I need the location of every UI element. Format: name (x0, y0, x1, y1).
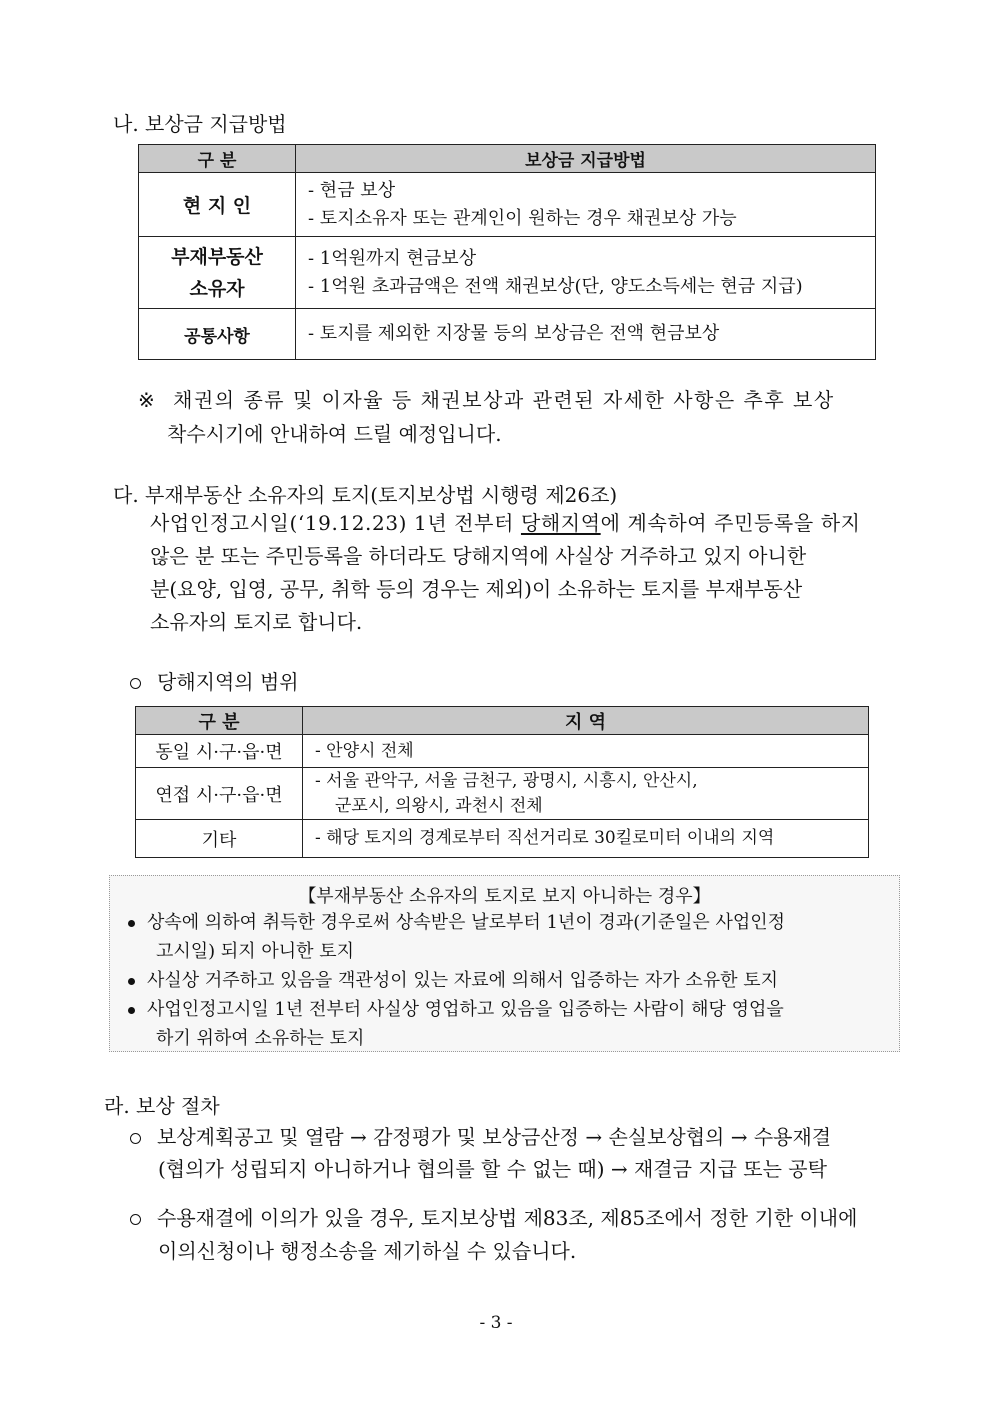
scope-row-other-region: - 해당 토지의 경계로부터 직선거리로 30킬로미터 이내의 지역 (303, 820, 869, 858)
scope-row-other: 기타 (136, 820, 303, 858)
row-local-method: - 현금 보상 - 토지소유자 또는 관계인이 원하는 경우 채권보상 가능 (296, 173, 876, 237)
scope-header-region: 지 역 (303, 707, 869, 735)
bond-note: ※ 채권의 종류 및 이자율 등 채권보상과 관련된 자세한 사항은 추후 보상 (138, 388, 835, 412)
bullet-icon (128, 1007, 135, 1014)
scope-header-category: 구 분 (136, 707, 303, 735)
exception-item: 사업인정고시일 1년 전부터 사실상 영업하고 있음을 입증하는 사람이 해당 영업을 하기 위하여 소유하는 토지 (128, 995, 784, 1053)
section-na-title: 나. 보상금 지급방법 (113, 112, 287, 136)
row-common-category: 공통사항 (139, 309, 296, 360)
page-number: - 3 - (479, 1313, 513, 1333)
payment-method-table (138, 144, 876, 360)
row-absentee-method: - 1억원까지 현금보상 - 1억원 초과금액은 전액 채권보상(단, 양도소득세는 현금 지급) (296, 237, 876, 309)
scope-row-same-region: - 안양시 전체 (303, 735, 869, 768)
scope-row-same: 동일 시·구·읍·면 (136, 735, 303, 768)
row-local-category: 현 지 인 (139, 173, 296, 237)
table-header-category: 구 분 (139, 145, 296, 173)
bond-note-cont: 착수시기에 안내하여 드릴 예정입니다. (167, 422, 502, 446)
scope-row-adjacent-region: - 서울 관악구, 서울 금천구, 광명시, 시흥시, 안산시, 군포시, 의왕시, 과천시 전체 (303, 768, 869, 820)
scope-table (135, 706, 869, 858)
circle-bullet-icon (130, 1133, 141, 1144)
procedure-item: 보상계획공고 및 열람 → 감정평가 및 보상금산정 → 손실보상협의 → 수용재결 (협의가 성립되지 아니하거나 협의를 할 수 없는 때) → 재결금 지급 또는 공탁 (130, 1121, 831, 1185)
exception-item: 사실상 거주하고 있음을 객관성이 있는 자료에 의해서 입증하는 자가 소유한 토지 (128, 966, 778, 995)
bullet-icon (128, 920, 135, 927)
scope-title: 당해지역의 범위 (130, 666, 299, 695)
procedure-item: 수용재결에 이의가 있을 경우, 토지보상법 제83조, 제85조에서 정한 기한 이내에 이의신청이나 행정소송을 제기하실 수 있습니다. (130, 1202, 857, 1268)
section-ra-title: 라. 보상 절차 (104, 1094, 220, 1118)
circle-bullet-icon (130, 1214, 141, 1225)
row-absentee-category: 부재부동산 소유자 (139, 237, 296, 309)
circle-bullet-icon (130, 678, 141, 689)
scope-row-adjacent: 연접 시·구·읍·면 (136, 768, 303, 820)
exception-box (109, 875, 900, 1052)
table-header-method: 보상금 지급방법 (296, 145, 876, 173)
absentee-definition: 사업인정고시일(‘19.12.23) 1년 전부터 당해지역에 계속하여 주민등록을 하지 않은 분 또는 주민등록을 하더라도 당해지역에 사실상 거주하고 있지 아니한 분(요양, 입영, 공무, 취학 등의 경우는 제외)이 소유하는 토지를 부재부동산 소유자의 토지로 합니다. (150, 511, 861, 634)
exception-item: 상속에 의하여 취득한 경우로써 상속받은 날로부터 1년이 경과(기준일은 사업인정 고시일) 되지 아니한 토지 (128, 908, 785, 966)
bullet-icon (128, 978, 135, 985)
row-common-method: - 토지를 제외한 지장물 등의 보상금은 전액 현금보상 (296, 309, 876, 360)
section-da-title: 다. 부재부동산 소유자의 토지(토지보상법 시행령 제26조) (113, 483, 618, 507)
exception-box-title: 【부재부동산 소유자의 토지로 보지 아니하는 경우】 (298, 886, 711, 907)
